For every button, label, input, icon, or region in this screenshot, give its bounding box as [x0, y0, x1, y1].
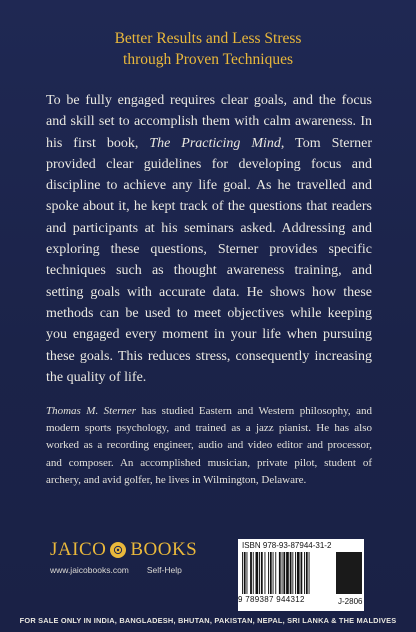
publisher-name-left: JAICO — [50, 539, 107, 560]
isbn-label: ISBN 978-93-87944-31-2 — [242, 541, 332, 550]
blurb-text-1: To be fully engaged requires clear goals, and the focus and skill set to accomplish them with calm awareness. In his first book, — [46, 93, 372, 151]
book-category: Self-Help — [146, 565, 182, 575]
book-blurb — [46, 90, 372, 388]
bio-paragraph — [46, 403, 372, 489]
publisher-website: www.jaicobooks.com — [50, 565, 129, 575]
blurb-book-title: The Practicing Mind — [149, 135, 281, 151]
book-code: J-2806 — [338, 597, 363, 606]
publisher-info — [50, 565, 182, 575]
barcode-digits: 9 789387 944312 — [238, 595, 305, 604]
author-name: Thomas M. Sterner — [46, 405, 137, 417]
cover-heading — [0, 28, 416, 70]
publisher-emblem-icon — [110, 542, 126, 558]
price-block — [336, 552, 362, 594]
heading-line-1: Better Results and Less Stress — [114, 30, 302, 47]
sale-territory-notice: FOR SALE ONLY IN INDIA, BANGLADESH, BHUTAN, PAKISTAN, NEPAL, SRI LANKA & THE MALDIVES — [19, 616, 397, 625]
blurb-text-2: , Tom Sterner provided clear guidelines for developing focus and discipline to achieve any life goal. As he travelled and spoke about it, he kept track of the questions that readers and participants at his seminars asked. Addressing and exploring these questions, Sterner provides specific techniques such as thought awareness training, and setting goals with accurate data. He shows how these methods can be used to meet objectives while keeping you engaged every moment in your life when pursuing these goals. This reduces stress, consequently increasing the quality of life. — [46, 135, 373, 385]
author-bio — [46, 403, 372, 489]
publisher-name-right: BOOKS — [130, 539, 198, 560]
bio-text: has studied Eastern and Western philosophy, and modern sports psychology, and trained as a jazz pianist. He has also worked as a recording engineer, audio and video editor and processor, and composer. An accomplished musician, private pilot, student of archery, and avid golfer, he lives in Wilmington, Delaware. — [46, 405, 373, 486]
blurb-paragraph — [46, 90, 372, 388]
publisher-logo — [50, 539, 197, 561]
barcode-image — [242, 552, 334, 594]
barcode-panel — [238, 539, 364, 611]
heading-line-2: through Proven Techniques — [123, 51, 293, 68]
